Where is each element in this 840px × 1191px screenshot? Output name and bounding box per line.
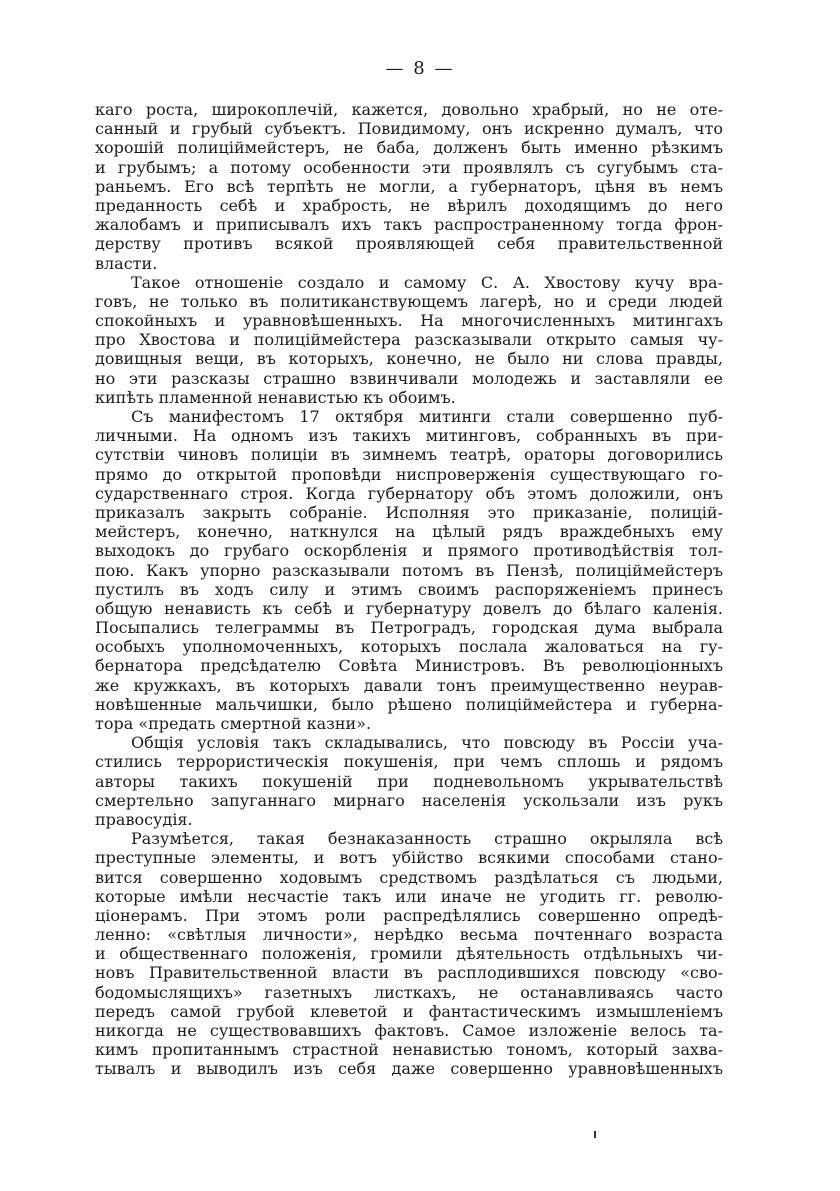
text-line: бодомыслящихъ» газетныхъ листкахъ, не останавливаясь часто	[95, 982, 723, 1002]
text-line: никогда не существовавшихъ фактовъ. Самое изложеніе велось та-	[95, 1021, 723, 1040]
text-line: кипѣть пламенной ненавистью къ обоимъ.	[95, 387, 456, 407]
text-line: преданность себѣ и храбрость, не вѣрилъ доходящимъ до него	[95, 195, 723, 215]
text-line: новъ Правительственной власти въ расплодившихся повсюду «сво-	[95, 963, 723, 983]
text-line: передъ самой грубой клеветой и фантастическимъ измышленіемъ	[95, 1001, 723, 1021]
text-line: преступные элементы, и вотъ убійство всякими способами стано-	[95, 848, 723, 868]
text-line: стились террористическія покушенія, при чемъ сплошь и рядомъ	[95, 752, 723, 772]
text-line: кимъ пропитаннымъ страстной ненавистью тономъ, который захва-	[95, 1040, 723, 1060]
text-line: ленно: «свѣтлыя личности», нерѣдко весьма почтеннаго возраста	[95, 925, 723, 945]
text-line: прямо до открытой проповѣди ниспроверженія существующаго го-	[95, 464, 723, 484]
text-line: санный и грубый субъектъ. Повидимому, онъ искренно думалъ, что	[95, 119, 723, 139]
text-line: жалобамъ и приписывалъ ихъ такъ распространенному тогда фрон-	[95, 215, 723, 235]
text-line: власти.	[95, 253, 158, 273]
text-line: сударственнаго строя. Когда губернатору объ этомъ доложили, онъ	[95, 483, 723, 503]
text-line: выходокъ до грубаго оскорбленія и прямого противодѣйствія тол-	[95, 541, 723, 561]
text-line: мейстеръ, конечно, наткнулся на цѣлый рядъ враждебныхъ ему	[95, 522, 723, 542]
body-text	[95, 100, 723, 1079]
text-line: которые имѣли несчастіе такъ или иначе не угодить гг. револю-	[95, 886, 723, 906]
text-line: вится совершенно ходовымъ средствомъ раздѣлаться съ людьми,	[95, 867, 723, 887]
text-line: раньемъ. Его всѣ терпѣть не могли, а губернаторъ, цѣня въ немъ	[95, 176, 723, 196]
text-line: бернатора предсѣдателю Совѣта Министровъ. Въ революціонныхъ	[95, 656, 723, 676]
text-line: общую ненависть къ себѣ и губернатуру довелъ до бѣлаго каленія.	[95, 598, 723, 618]
text-line: сутствіи чиновъ полиціи въ зимнемъ театрѣ, ораторы договорились	[95, 445, 723, 465]
page-number: — 8 —	[385, 58, 455, 79]
print-speck	[594, 1131, 596, 1138]
text-line: особыхъ уполномоченныхъ, которыхъ послала жаловаться на гу-	[95, 637, 723, 657]
text-line: хорошій полиціймейстеръ, не баба, долженъ быть именно рѣзкимъ	[95, 138, 723, 158]
text-line: но эти разсказы страшно взвинчивали молодежь и заставляли ее	[95, 368, 723, 388]
paragraph-start: Такое отношеніе создало и самому С. А. Хвостову кучу вра-	[131, 272, 723, 292]
text-line: спокойныхъ и уравновѣшенныхъ. На многочисленныхъ митингахъ	[95, 311, 723, 331]
text-line: тора «предать смертной казни».	[95, 714, 372, 733]
text-line: смертельно запуганнаго мирнаго населенія ускользали изъ рукъ	[95, 790, 723, 810]
text-line: Посыпались телеграммы въ Петроградъ, городская дума выбрала	[95, 618, 723, 638]
text-line: авторы такихъ покушеній при подневольномъ укрывательствѣ	[95, 771, 723, 791]
text-line: каго роста, широкоплечій, кажется, довольно храбрый, но не оте-	[95, 100, 723, 119]
text-line: и грубымъ; а потому особенности эти проявлялъ съ сугубымъ ста-	[95, 157, 723, 177]
text-line: новѣшенные мальчишки, было рѣшено полиціймейстера и губерна-	[95, 694, 723, 714]
text-line: пустилъ въ ходъ силу и этимъ своимъ распоряженіемъ принесъ	[95, 579, 723, 599]
paragraph-start: Съ манифестомъ 17 октября митинги стали совершенно пуб-	[131, 407, 723, 426]
paragraph-start: Общія условія такъ складывались, что повсюду въ Россіи уча-	[131, 733, 723, 753]
text-line: приказалъ закрыть собраніе. Исполняя это приказаніе, полицій-	[95, 502, 723, 522]
text-line: же кружкахъ, въ которыхъ давали тонъ преимущественно неурав-	[95, 675, 723, 695]
text-line: дерству противъ всякой проявляющей себя правительственной	[95, 234, 723, 254]
text-line: довищныя вещи, въ которыхъ, конечно, не было ни слова правды,	[95, 349, 723, 369]
text-line: тывалъ и выводилъ изъ себя даже совершенно уравновѣшенныхъ	[95, 1059, 723, 1079]
text-line: правосудія.	[95, 809, 193, 829]
text-line: личными. На одномъ изъ такихъ митинговъ, собранныхъ въ при-	[95, 426, 723, 446]
paragraph-start: Разумѣется, такая безнаказанность страшно окрыляла всѣ	[131, 829, 723, 849]
text-line: ціонерамъ. При этомъ роли распредѣлялись совершенно опредѣ-	[95, 905, 723, 925]
text-line: и общественнаго положенія, громили дѣятельность отдѣльныхъ чи-	[95, 944, 723, 964]
text-line: про Хвостова и полиціймейстера разсказывали открыто самыя чу-	[95, 330, 723, 350]
text-line: говъ, не только въ политиканствующемъ лагерѣ, но и среди людей	[95, 291, 723, 311]
text-line: пою. Какъ упорно разсказывали потомъ въ Пензѣ, полиціймейстеръ	[95, 560, 723, 580]
